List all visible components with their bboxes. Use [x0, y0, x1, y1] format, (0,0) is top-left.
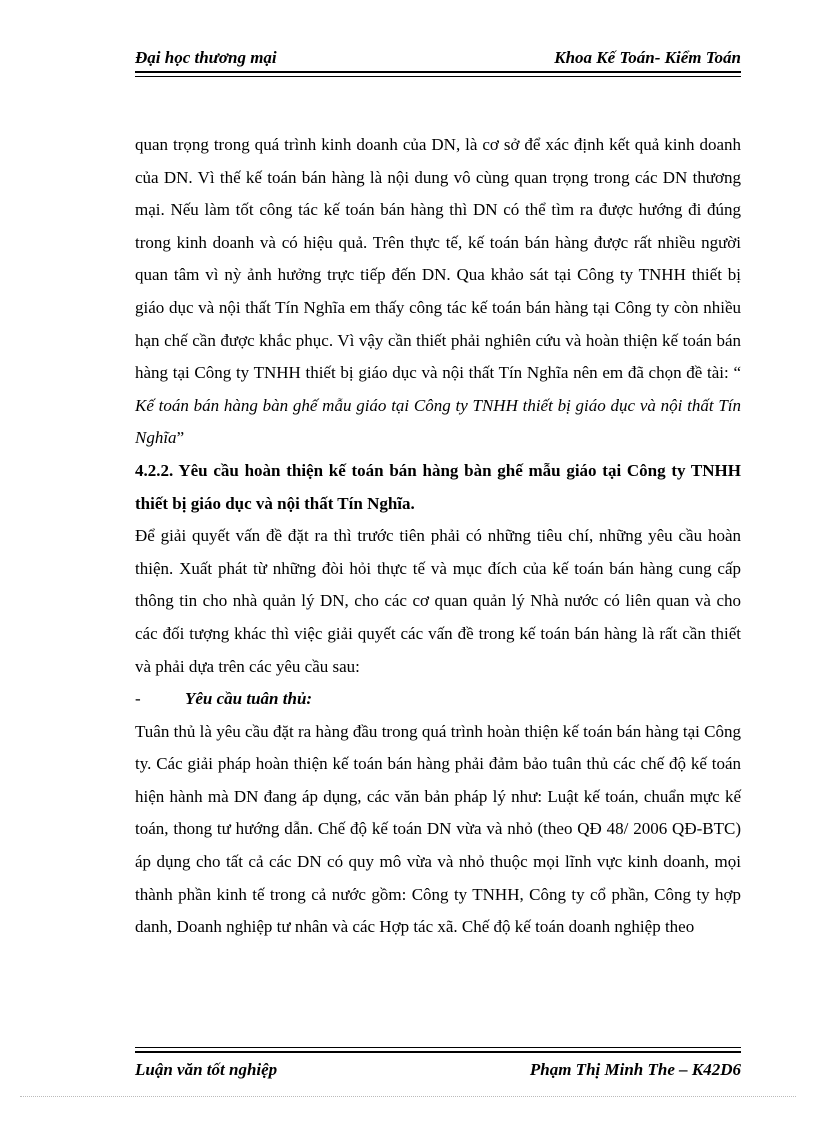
header-rule-thick — [135, 71, 741, 73]
page-body — [135, 129, 741, 944]
sub-heading: Yêu cầu tuân thủ: — [185, 689, 313, 709]
paragraph-requirements: Để giải quyết vấn đề đặt ra thì trước tiên phải có những tiêu chí, những yêu cầu hoàn thiện. Xuất phát từ những đòi hỏi thực tế và mục đích của kế toán bán hàng cung cấp thông tin cho nhà quản lý DN, cho các cơ quan quản lý Nhà nước có liên quan và cho các đối tượng khác thì việc giải quyết các vấn đề trong kế toán bán hàng là rất cần thiết và phải dựa trên các yêu cầu sau: — [135, 526, 741, 676]
section-heading: 4.2.2. Yêu cầu hoàn thiện kế toán bán hàng bàn ghế mẫu giáo tại Công ty TNHH thiết bị giáo dục và nội thất Tín Nghĩa. — [135, 460, 741, 513]
page-break-line — [20, 1096, 796, 1097]
header-rule-thin — [135, 76, 741, 77]
paragraph-intro-text: quan trọng trong quá trình kinh doanh của DN, là cơ sở để xác định kết quả kinh doanh của DN. Vì thế kế toán bán hàng là nội dung vô cùng quan trọng trong các DN thương mại. Nếu làm tốt công tác kế toán bán hàng thì DN có thể tìm ra được hướng đi đúng trong kinh doanh và có hiệu quả. Trên thực tế, kế toán bán hàng được rất nhiều người quan tâm vì nỳ ảnh hưởng trực tiếp đến DN. Qua khảo sát tại Công ty TNHH thiết bị giáo dục và nội thất Tín Nghĩa em thấy công tác kế toán bán hàng tại Công ty còn nhiều hạn chế cần được khắc phục. Vì vậy cần thiết phải nghiên cứu và hoàn thiện kế toán bán hàng tại Công ty TNHH thiết bị giáo dục và nội thất Tín Nghĩa nên em đã chọn đề tài: “ — [135, 135, 741, 383]
footer-author: Phạm Thị Minh The – K42D6 — [529, 1060, 741, 1079]
footer-thesis-label: Luận văn tốt nghiệp — [135, 1060, 278, 1079]
sub-heading-line — [135, 683, 741, 716]
quote-close: ” — [176, 428, 185, 448]
thesis-topic: Kế toán bán hàng bàn ghế mẫu giáo tại Công ty TNHH thiết bị giáo dục và nội thất Tín Nghĩa — [135, 395, 741, 448]
paragraph-compliance: Tuân thủ là yêu cầu đặt ra hàng đầu trong quá trình hoàn thiện kế toán bán hàng tại Công ty. Các giải pháp hoàn thiện kế toán bán hàng phải đảm bảo tuân thủ các chế độ kế toán hiện hành mà DN đang áp dụng, các văn bản pháp lý như: Luật kế toán, chuẩn mực kế toán, thong tư hướng dẫn. Chế độ kế toán DN vừa và nhỏ (theo QĐ 48/ 2006 QĐ-BTC) áp dụng cho tất cả các DN có quy mô vừa và nhỏ thuộc mọi lĩnh vực kinh doanh, mọi thành phần kinh tế trong cả nước gồm: Công ty TNHH, Công ty cổ phần, Công ty hợp danh, Doanh nghiệp tư nhân và các Hợp tác xã. Chế độ kế toán doanh nghiệp theo — [135, 721, 741, 937]
paragraph-intro — [135, 129, 741, 455]
header-university: Đại học thương mại — [135, 48, 277, 67]
header-faculty: Khoa Kế Toán- Kiểm Toán — [554, 48, 741, 67]
footer-rule-thin — [135, 1047, 741, 1048]
footer-rule-thick — [135, 1051, 741, 1053]
bullet-dash: - — [135, 689, 141, 709]
